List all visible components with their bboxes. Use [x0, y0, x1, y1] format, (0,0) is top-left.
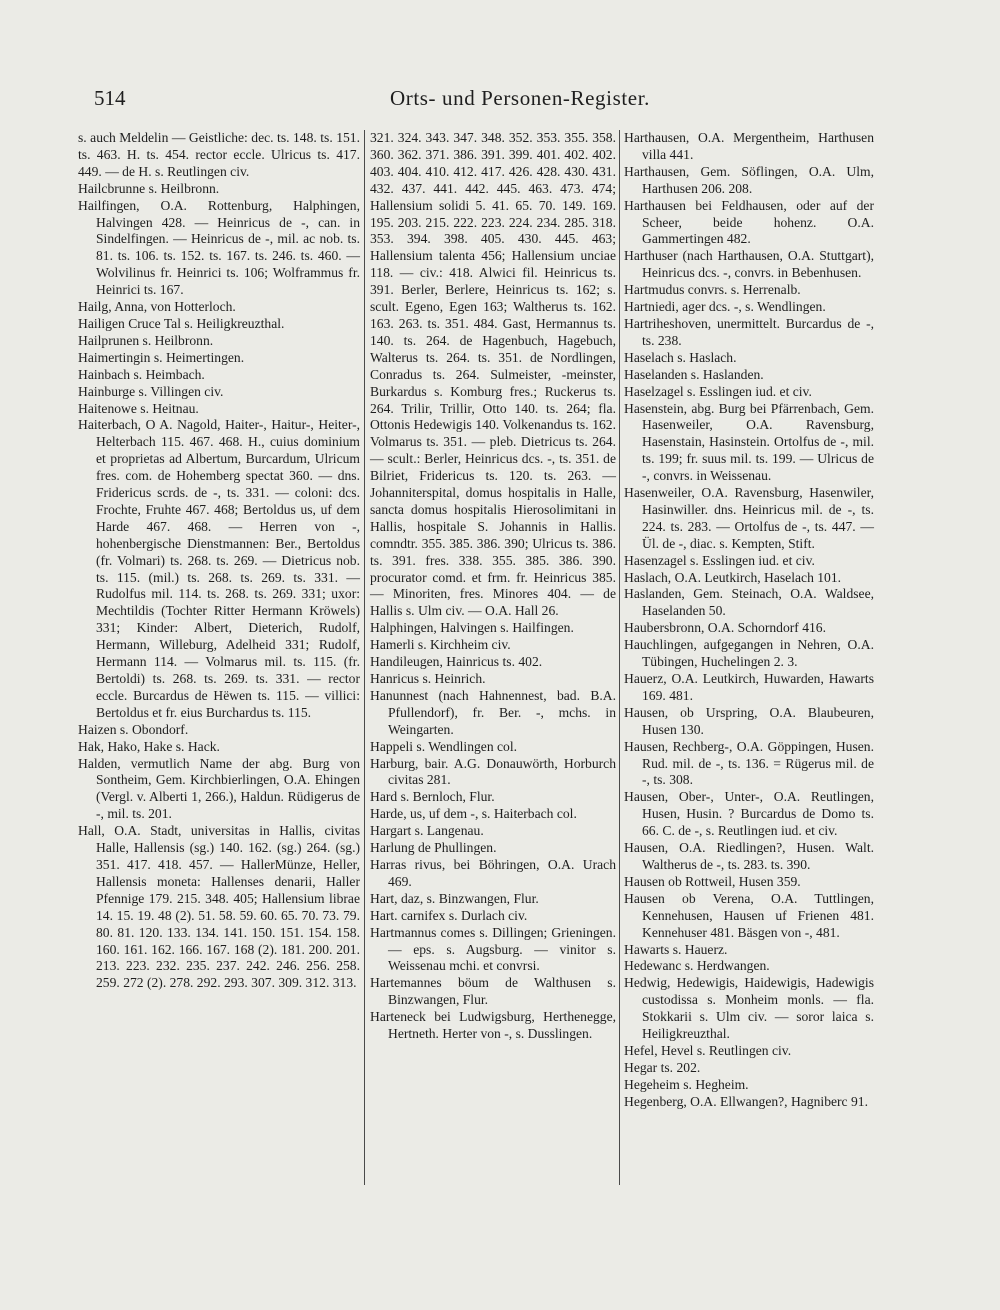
register-entry: Hausen, ob Urspring, O.A. Blaubeuren, Husen 130. — [624, 704, 874, 737]
register-entry: Hartemannes böum de Walthusen s. Binzwangen, Flur. — [370, 975, 616, 1008]
register-entry: Hainbach s. Heimbach. — [78, 366, 205, 382]
register-entry: Handileugen, Hainricus ts. 402. — [370, 654, 543, 670]
register-entry: Hard s. Bernloch, Flur. — [370, 789, 495, 805]
register-entry: Hedewanc s. Herdwangen. — [624, 958, 770, 974]
register-entry: Hartmannus comes s. Dillingen; Grieningen. — eps. s. Augsburg. — vinitor s. Weissenau mchi. et convrsi. — [370, 924, 616, 974]
register-entry: Hegeheim s. Hegheim. — [624, 1076, 749, 1092]
register-entry: s. auch Meldelin — Geistliche: dec. ts. 148. ts. 151. ts. 463. H. ts. 454. rector eccle. Ulricus ts. 417. 449. — de H. s. Reutlingen civ. — [78, 130, 360, 179]
register-entry: Happeli s. Wendlingen col. — [370, 738, 518, 754]
register-entry: Halden, vermutlich Name der abg. Burg von Sontheim, Gem. Kirchbierlingen, O.A. Ehingen (Vergl. v. Alberti 1, 266.), Haldun. Rüdigerus de -, mil. ts. 201. — [78, 755, 360, 822]
register-entry: Hasenzagel s. Esslingen iud. et civ. — [624, 552, 815, 568]
register-entry: Harthausen bei Feldhausen, oder auf der Scheer, beide hohenz. O.A. Gammertingen 482. — [624, 197, 874, 247]
register-entry: Hausen, Ober-, Unter-, O.A. Reutlingen, Husen, Husin. ? Burcardus de Domo ts. 66. C. de -, s. Reutlingen iud. et civ. — [624, 789, 874, 839]
register-entry: Haselanden s. Haslanden. — [624, 366, 764, 382]
register-entry: Harthausen, O.A. Mergentheim, Harthusen villa 441. — [624, 130, 874, 162]
register-entry: Hedwig, Hedewigis, Haidewigis, Hadewigis custodissa s. Monheim monls. — fla. Stokkarii s. Ulm civ. — soror laica s. Heiligkreuzthal. — [624, 975, 874, 1042]
register-entry: Hawarts s. Hauerz. — [624, 941, 728, 957]
register-entry: Hauchlingen, aufgegangen in Nehren, O.A. Tübingen, Huchelingen 2. 3. — [624, 637, 874, 670]
page-header — [0, 0, 1000, 120]
register-entry: Hak, Hako, Hake s. Hack. — [78, 738, 220, 754]
register-entry: Hausen ob Rottweil, Husen 359. — [624, 873, 801, 889]
register-entry: Hegar ts. 202. — [624, 1059, 701, 1075]
register-entry: Hailfingen, O.A. Rottenburg, Halphingen, Halvingen 428. — Heinricus de -, can. in Sindelfingen. — Heinricus de -, mil. ac nob. ts. 81. ts. 106. ts. 152. ts. 167. ts. 246. ts. 460. — Wolvilinus fr. Heinrici ts. 106; Wolframmus fr. Heinrici ts. 167. — [78, 197, 360, 298]
register-entry: Hargart s. Langenau. — [370, 823, 484, 839]
register-entry: 321. 324. 343. 347. 348. 352. 353. 355. 358. 360. 362. 371. 386. 391. 399. 401. 402. 402. 403. 404. 410. 412. 417. 426. 428. 430. 431. 432. 437. 441. 442. 445. 463. 473. 474; Hallensium solidi 5. 41. 65. 70. 149. 169. 195. 203. 215. 222. 223. 224. 234. 285. 318. 353. 394. 398. 405. 430. 445. 463; Hallensium talenta 456; Hallensium unciae 118. — civ.: 418. Alwici fil. Heinricus ts. 391. Berler, Berlere, Heinricus ts. 162; s. scult. Egeno, Egen 163; Waltherus ts. 162. 163. 263. ts. 351. 484. Gast, Hermannus ts. 140. ts. 264. de Hagenbuch, Hagebuch, Walterus ts. 264. ts. 351. de Nordlingen, Conradus ts. 264. Sulmeister, -meinster, Burkardus s. Komburg fres.; Ruckerus ts. 264. Trilir, Trillir, Otto 140. ts. 264; fla. Ottonis Hedewigis 140. Volkenandus ts. 162. Volmarus ts. 351. — pleb. Dietricus ts. 264. — scult.: Berler, Heinricus dcs. -, ts. 351. de Bilriet, Fridericus ts. 120. ts. 263. — Johanniterspital, domus hospitalis in Halle, sancta domus hospitalis Hierosolimitani in Hallis, hospitale S. Johannis in Hallis. comndtr. 355. 385. 386. 390; Ulricus ts. 386. ts. 391. fres. 338. 355. 385. 386. 390. procurator comd. et frm. fr. Heinricus 385. — Minoriten, fres. Minores 404. — de Hallis s. Ulm civ. — O.A. Hall 26. — [370, 130, 616, 619]
page-title: Orts- und Personen-Register. — [389, 86, 650, 110]
register-entry: Harburg, bair. A.G. Donauwörth, Horburch civitas 281. — [370, 755, 616, 788]
register-entry: Hausen, O.A. Riedlingen?, Husen. Walt. Waltherus de -, ts. 283. ts. 390. — [624, 840, 874, 872]
register-entry: Hegenberg, O.A. Ellwangen?, Hagniberc 91. — [624, 1093, 868, 1109]
register-entry: Harteneck bei Ludwigsburg, Herthenegge, Hertneth. Herter von -, s. Dusslingen. — [370, 1009, 616, 1042]
register-entry: Haizen s. Obondorf. — [78, 721, 189, 737]
register-entry: Hart, daz, s. Binzwangen, Flur. — [370, 890, 539, 906]
register-entry: Hasenweiler, O.A. Ravensburg, Hasenwiler, Hasinwiller. dns. Heinricus mil. de -, ts. 224. ts. 283. — Ortolfus de -, ts. 447. — Ül. de -, diac. s. Kempten, Stift. — [624, 485, 874, 551]
register-entry: Hamerli s. Kirchheim civ. — [370, 637, 511, 653]
register-entry: Harde, us, uf dem -, s. Haiterbach col. — [370, 806, 577, 822]
register-entry: Hanunnest (nach Hahnennest, bad. B.A. Pfullendorf), fr. Ber. -, mchs. in Weingarten. — [370, 687, 616, 737]
column-divider — [619, 130, 620, 1185]
register-entry: Halphingen, Halvingen s. Hailfingen. — [370, 620, 574, 636]
register-column-middle — [370, 130, 616, 1043]
register-entry: Haselach s. Haslach. — [624, 349, 737, 365]
register-entry: Hainburge s. Villingen civ. — [78, 383, 224, 399]
register-entry: Haiterbach, O A. Nagold, Haiter-, Haitur-, Heiter-, Helterbach 115. 467. 468. H., cuius dominium et proprietas ad Albertum, Burcardum, Ulricum fres. com. de Hohemberg spectat 360. — dns. Fridericus scrds. de -, ts. 331. — coloni: dcs. Frochte, Fruhte 467. 468; Bertoldus us, uf dem Harde 467. 468. — Herren von -, hohenbergische Dienstmannen: Ber., Bertoldus (fr. Volmari) ts. 268. ts. 269. — Dietricus nob. ts. 115. (mil.) ts. 268. ts. 269. ts. 331. — Rudolfus mil. 114. ts. 268. ts. 269. 331; uxor: Mechtildis (Tochter Ritter Hermann Kröwels) 331; Kinder: Albert, Dieterich, Rudolf, Hermann, Willeburg, Adelheid 331; Rudolf, Hermann 114. — Volmarus mil. ts. 115. (fr. Bertoldi) ts. 268. ts. 269. ts. 331. — rector eccle. Burcardus de Hëwen ts. 115. — villici: Bertoldus et fr. eius Burchardus ts. 115. — [78, 417, 360, 720]
register-entry: Hart. carnifex s. Durlach civ. — [370, 907, 528, 923]
register-entry: Hauerz, O.A. Leutkirch, Huwarden, Hawarts 169. 481. — [624, 671, 874, 703]
register-entry: Hefel, Hevel s. Reutlingen civ. — [624, 1042, 792, 1058]
register-entry: Hailigen Cruce Tal s. Heiligkreuzthal. — [78, 315, 285, 331]
register-entry: Hartmudus convrs. s. Herrenalb. — [624, 282, 801, 298]
register-entry: Harras rivus, bei Böhringen, O.A. Urach 469. — [370, 856, 616, 889]
register-entry: Hailg, Anna, von Hotterloch. — [78, 299, 236, 315]
register-entry: Harthausen, Gem. Söflingen, O.A. Ulm, Harthusen 206. 208. — [624, 163, 874, 196]
register-entry: Harlung de Phullingen. — [370, 840, 497, 856]
register-entry: Haslach, O.A. Leutkirch, Haselach 101. — [624, 569, 842, 585]
register-entry: Hanricus s. Heinrich. — [370, 671, 486, 686]
register-entry: Harthuser (nach Harthausen, O.A. Stuttgart), Heinricus dcs. -, convrs. in Bebenhusen. — [624, 248, 874, 281]
register-entry: Hausen, Rechberg-, O.A. Göppingen, Husen. Rud. mil. de -, ts. 136. = Rügerus mil. de -, ts. 308. — [624, 738, 874, 788]
register-entry: Haselzagel s. Esslingen iud. et civ. — [624, 383, 812, 399]
register-entry: Hailprunen s. Heilbronn. — [78, 332, 214, 348]
register-entry: Hausen ob Verena, O.A. Tuttlingen, Kennehusen, Hausen uf Frienen 481. Kennehuser 481. Bäsgen von -, 481. — [624, 890, 874, 940]
page-number: 514 — [94, 86, 126, 110]
register-entry: Haimertingin s. Heimertingen. — [78, 349, 245, 365]
column-divider — [364, 130, 365, 1185]
register-entry: Hall, O.A. Stadt, universitas in Hallis, civitas Halle, Hallensis (sg.) 140. 162. (sg.) 264. (sg.) 351. 417. 418. 457. — HallerMünze, Heller, Hallensis moneta: Hallenses denarii, Haller Pfennige 179. 215. 348. 405; Hallensium librae 14. 15. 19. 48 (2). 51. 58. 59. 60. 65. 70. 73. 79. 80. 81. 120. 133. 134. 141. 150. 151. 154. 158. 160. 161. 162. 166. 167. 168 (2). 181. 200. 201. 213. 223. 232. 235. 237. 242. 246. 256. 258. 259. 272 (2). 278. 292. 293. 307. 309. 312. 313. — [78, 823, 360, 991]
register-entry: Hartniedi, ager dcs. -, s. Wendlingen. — [624, 299, 826, 315]
register-entry: Haitenowe s. Heitnau. — [78, 400, 199, 416]
register-entry: Hailcbrunne s. Heilbronn. — [78, 180, 220, 196]
register-entry: Haslanden, Gem. Steinach, O.A. Waldsee, Haselanden 50. — [624, 586, 874, 619]
register-entry: Hasenstein, abg. Burg bei Pfärrenbach, Gem. Hasenweiler, O.A. Ravensburg, Hasenstain, Hasinstein. Ortolfus de -, mil. ts. 199; fr. suus mil. ts. 199. — Ulricus de -, convrs. in Weissenau. — [624, 400, 874, 484]
register-entry: Hartriheshoven, unermittelt. Burcardus de -, ts. 238. — [624, 315, 874, 348]
register-entry: Haubersbronn, O.A. Schorndorf 416. — [624, 620, 826, 636]
register-column-left — [78, 130, 360, 992]
register-column-right — [624, 130, 874, 1111]
